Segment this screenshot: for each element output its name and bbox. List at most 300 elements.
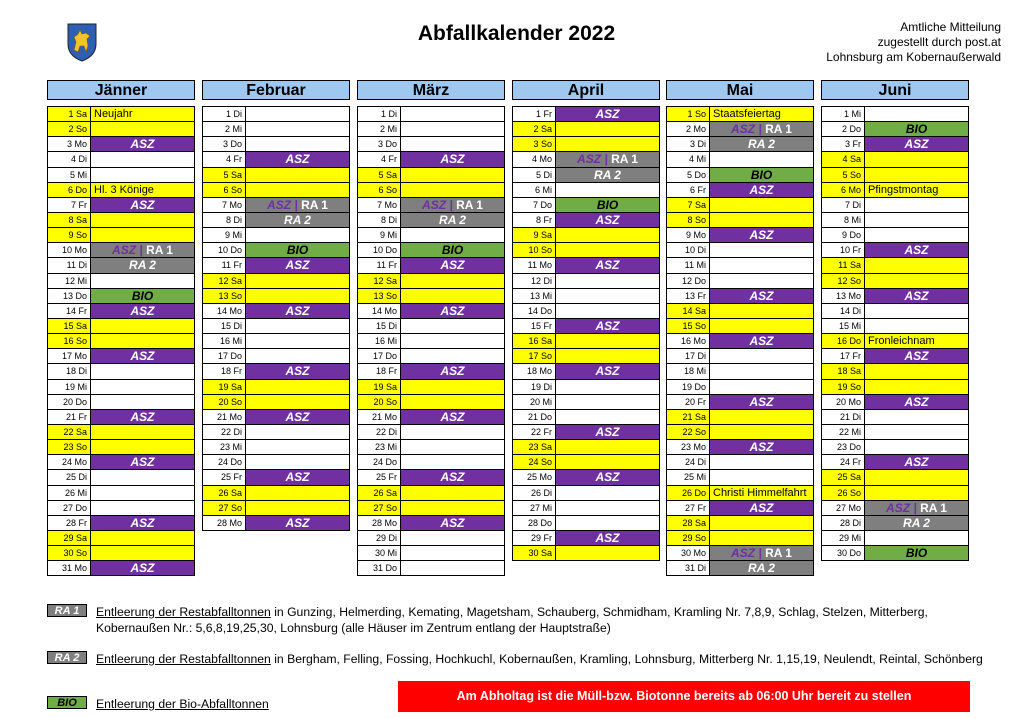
day-event-cell (710, 486, 813, 500)
day-label: 25 Sa (822, 470, 865, 484)
event-asz: ASZ (710, 395, 813, 409)
day-event-cell (710, 470, 813, 484)
day-label: 13 So (203, 289, 246, 303)
day-row (358, 364, 504, 379)
day-event-cell (865, 470, 968, 484)
day-list (202, 106, 350, 531)
page-title: Abfallkalender 2022 (417, 22, 616, 45)
day-event-cell (710, 319, 813, 333)
day-event-cell (865, 183, 968, 197)
day-event-cell (556, 107, 659, 121)
day-event-cell (865, 501, 968, 515)
day-label: 28 Di (822, 516, 865, 530)
legend-desc: in Gunzing, Helmerding, Kemating, Magetsham, Schauberg, Schmidham, Kramling Nr. 7,8,9, Schlag, Stelzen, Mitterberg, Kobernaußen Nr.: 5,6,8,19,25,30, Lohnsburg (alle Häuser im Zentrum entlang der Hauptstraße) (96, 605, 928, 635)
day-label: 9 Mo (667, 228, 710, 242)
event-asz: ASZ (246, 364, 349, 378)
day-row (822, 455, 968, 470)
day-event-cell (865, 319, 968, 333)
month-column (202, 80, 350, 531)
event-asz: ASZ (91, 198, 194, 212)
day-event-cell (556, 274, 659, 288)
day-row (667, 168, 813, 183)
day-row (513, 152, 659, 167)
day-label: 11 Mi (667, 258, 710, 272)
day-event-cell (710, 455, 813, 469)
day-event-cell (710, 410, 813, 424)
day-event-cell (91, 107, 194, 121)
event-asz: ASZ (556, 364, 659, 378)
day-label: 12 Di (513, 274, 556, 288)
day-row (203, 258, 349, 273)
day-label: 23 Do (822, 440, 865, 454)
day-event-cell (246, 334, 349, 348)
day-event-cell (246, 183, 349, 197)
day-row (822, 501, 968, 516)
day-event-cell (91, 531, 194, 545)
day-event-cell (556, 137, 659, 151)
day-label: 31 Di (667, 561, 710, 575)
day-label: 18 Sa (822, 364, 865, 378)
day-label: 15 So (667, 319, 710, 333)
event-asz: ASZ (710, 183, 813, 197)
day-row (667, 274, 813, 289)
event-asz: ASZ (401, 470, 504, 484)
day-row (358, 501, 504, 516)
day-row (667, 319, 813, 334)
event-part: ASZ | (267, 197, 302, 212)
day-event-cell (556, 349, 659, 363)
day-label: 3 Fr (822, 137, 865, 151)
event-asz: ASZ (865, 395, 968, 409)
day-event-cell (865, 289, 968, 303)
holiday-label: Hl. 3 Könige (94, 183, 154, 196)
day-row (667, 546, 813, 561)
day-label: 17 So (513, 349, 556, 363)
day-label: 5 Do (667, 168, 710, 182)
day-row (513, 486, 659, 501)
day-label: 27 Mi (513, 501, 556, 515)
event-ra: RA 2 (710, 137, 813, 151)
holiday-label: Fronleichnam (868, 335, 935, 348)
day-row (203, 410, 349, 425)
day-event-cell (865, 425, 968, 439)
day-event-cell (556, 168, 659, 182)
event-asz: ASZ (401, 516, 504, 530)
day-row (203, 274, 349, 289)
day-label: 8 Mi (822, 213, 865, 227)
day-label: 14 Mo (358, 304, 401, 318)
day-row (358, 304, 504, 319)
day-event-cell (401, 440, 504, 454)
legend-text (96, 651, 996, 667)
day-event-cell (91, 380, 194, 394)
day-label: 11 Fr (203, 258, 246, 272)
day-label: 7 Sa (667, 198, 710, 212)
day-event-cell (401, 198, 504, 212)
day-event-cell (246, 258, 349, 272)
day-label: 6 Mi (513, 183, 556, 197)
day-event-cell (401, 258, 504, 272)
day-row (513, 470, 659, 485)
day-row (513, 122, 659, 137)
day-label: 19 Di (513, 380, 556, 394)
day-event-cell (246, 122, 349, 136)
day-event-cell (246, 168, 349, 182)
day-event-cell (865, 334, 968, 348)
day-event-cell (246, 107, 349, 121)
day-label: 28 Do (513, 516, 556, 530)
day-row (203, 516, 349, 531)
day-row (358, 243, 504, 258)
day-event-cell (401, 137, 504, 151)
day-row (358, 380, 504, 395)
day-event-cell (710, 274, 813, 288)
day-label: 30 So (48, 546, 91, 560)
day-event-cell (246, 228, 349, 242)
day-event-cell (865, 364, 968, 378)
day-event-cell (401, 243, 504, 257)
day-label: 1 Di (358, 107, 401, 121)
day-label: 23 So (48, 440, 91, 454)
day-row (358, 516, 504, 531)
day-label: 20 Mo (822, 395, 865, 409)
day-event-cell (246, 243, 349, 257)
day-row (48, 425, 194, 440)
notice-line: zugestellt durch post.at (877, 35, 1001, 49)
day-row (358, 274, 504, 289)
day-event-cell (401, 213, 504, 227)
day-event-cell (556, 213, 659, 227)
day-label: 23 Mi (203, 440, 246, 454)
day-event-cell (865, 410, 968, 424)
month-column (821, 80, 969, 561)
day-event-cell (246, 470, 349, 484)
event-asz: ASZ (91, 304, 194, 318)
day-label: 18 Fr (358, 364, 401, 378)
day-event-cell (710, 349, 813, 363)
day-label: 20 Do (48, 395, 91, 409)
day-row (48, 258, 194, 273)
day-row (822, 198, 968, 213)
day-event-cell (710, 107, 813, 121)
day-event-cell (401, 168, 504, 182)
day-row (513, 274, 659, 289)
day-label: 9 Mi (203, 228, 246, 242)
day-row (203, 243, 349, 258)
day-row (667, 470, 813, 485)
day-event-cell (710, 152, 813, 166)
day-label: 24 Fr (822, 455, 865, 469)
day-row (667, 531, 813, 546)
day-event-cell (710, 289, 813, 303)
day-label: 5 Sa (358, 168, 401, 182)
day-event-cell (401, 152, 504, 166)
day-label: 14 Fr (48, 304, 91, 318)
day-label: 13 Mi (513, 289, 556, 303)
day-label: 28 Fr (48, 516, 91, 530)
day-row (48, 334, 194, 349)
day-row (822, 183, 968, 198)
day-label: 3 Di (667, 137, 710, 151)
day-row (358, 228, 504, 243)
day-row (822, 289, 968, 304)
day-row (667, 516, 813, 531)
day-row (667, 334, 813, 349)
day-row (822, 334, 968, 349)
day-event-cell (91, 364, 194, 378)
event-asz: ASZ (556, 258, 659, 272)
day-event-cell (556, 289, 659, 303)
day-label: 16 Mo (667, 334, 710, 348)
legend-tag: RA 1 (47, 604, 87, 617)
day-event-cell (401, 122, 504, 136)
day-row (822, 395, 968, 410)
event-ra: RA 2 (401, 213, 504, 227)
day-row (822, 425, 968, 440)
day-event-cell (556, 183, 659, 197)
event-part: ASZ | (731, 122, 766, 137)
day-event-cell (91, 213, 194, 227)
day-label: 4 Fr (203, 152, 246, 166)
day-event-cell (865, 304, 968, 318)
day-event-cell (865, 531, 968, 545)
day-row (667, 152, 813, 167)
day-label: 24 So (513, 455, 556, 469)
day-label: 30 Mi (358, 546, 401, 560)
day-event-cell (865, 349, 968, 363)
day-event-cell (91, 455, 194, 469)
day-row (358, 183, 504, 198)
day-label: 21 Sa (667, 410, 710, 424)
day-event-cell (401, 107, 504, 121)
event-ra: RA 2 (91, 258, 194, 272)
day-event-cell (401, 561, 504, 575)
day-row (667, 410, 813, 425)
day-row (667, 561, 813, 576)
day-row (822, 304, 968, 319)
month-header: Februar (202, 80, 350, 100)
day-row (48, 137, 194, 152)
day-row (822, 152, 968, 167)
day-row (203, 455, 349, 470)
day-row (48, 289, 194, 304)
day-row (822, 137, 968, 152)
legend-bio (47, 696, 396, 712)
day-event-cell (401, 380, 504, 394)
month-column (666, 80, 814, 576)
day-row (48, 455, 194, 470)
day-row (513, 516, 659, 531)
day-event-cell (91, 561, 194, 575)
day-row (513, 228, 659, 243)
day-label: 19 Sa (358, 380, 401, 394)
event-asz: ASZ (556, 531, 659, 545)
event-asz: ASZ (556, 425, 659, 439)
event-bio: BIO (865, 122, 968, 136)
day-row (513, 395, 659, 410)
day-event-cell (865, 213, 968, 227)
day-event-cell (865, 395, 968, 409)
event-asz-ra (865, 501, 968, 515)
day-label: 25 Fr (203, 470, 246, 484)
day-event-cell (91, 183, 194, 197)
day-event-cell (401, 501, 504, 515)
month-header: Juni (821, 80, 969, 100)
day-label: 16 Mi (203, 334, 246, 348)
day-row (513, 410, 659, 425)
day-label: 23 Sa (513, 440, 556, 454)
day-label: 27 Fr (667, 501, 710, 515)
day-label: 24 Mo (48, 455, 91, 469)
day-event-cell (246, 395, 349, 409)
event-part: RA 1 (301, 197, 328, 212)
day-row (667, 440, 813, 455)
event-bio: BIO (246, 243, 349, 257)
day-event-cell (556, 334, 659, 348)
day-label: 18 Fr (203, 364, 246, 378)
event-asz: ASZ (246, 516, 349, 530)
day-event-cell (401, 319, 504, 333)
day-row (203, 349, 349, 364)
day-row (48, 319, 194, 334)
day-label: 4 Mi (667, 152, 710, 166)
day-label: 5 Di (513, 168, 556, 182)
day-event-cell (710, 516, 813, 530)
day-row (822, 243, 968, 258)
day-label: 7 Di (822, 198, 865, 212)
day-row (822, 349, 968, 364)
month-column (47, 80, 195, 576)
event-asz: ASZ (246, 152, 349, 166)
legend-link: Entleerung der Bio-Abfalltonnen (96, 697, 269, 711)
holiday-label: Staatsfeiertag (713, 108, 781, 120)
day-event-cell (91, 289, 194, 303)
day-event-cell (91, 425, 194, 439)
event-asz: ASZ (710, 440, 813, 454)
day-label: 13 Do (48, 289, 91, 303)
day-event-cell (865, 440, 968, 454)
event-asz: ASZ (91, 455, 194, 469)
day-label: 1 Fr (513, 107, 556, 121)
day-row (358, 198, 504, 213)
day-list (821, 106, 969, 561)
notice-line: Amtliche Mitteilung (900, 20, 1001, 34)
day-event-cell (246, 440, 349, 454)
day-row (358, 122, 504, 137)
day-event-cell (91, 516, 194, 530)
event-ra: RA 2 (246, 213, 349, 227)
day-event-cell (401, 274, 504, 288)
day-label: 8 Di (203, 213, 246, 227)
day-event-cell (246, 289, 349, 303)
month-header: März (357, 80, 505, 100)
day-event-cell (556, 470, 659, 484)
day-label: 3 Do (358, 137, 401, 151)
day-label: 7 Mo (203, 198, 246, 212)
day-row (358, 561, 504, 576)
day-row (513, 198, 659, 213)
day-event-cell (710, 364, 813, 378)
event-asz: ASZ (556, 213, 659, 227)
day-row (513, 440, 659, 455)
day-label: 20 Fr (667, 395, 710, 409)
day-event-cell (91, 152, 194, 166)
day-row (822, 228, 968, 243)
day-event-cell (710, 440, 813, 454)
day-row (48, 122, 194, 137)
event-asz: ASZ (246, 410, 349, 424)
day-row (48, 410, 194, 425)
day-label: 19 So (822, 380, 865, 394)
day-row (513, 425, 659, 440)
day-row (203, 501, 349, 516)
event-part: RA 1 (765, 122, 792, 137)
day-label: 12 Do (667, 274, 710, 288)
day-label: 13 So (358, 289, 401, 303)
day-label: 29 Sa (48, 531, 91, 545)
day-row (822, 258, 968, 273)
day-event-cell (710, 334, 813, 348)
event-asz: ASZ (401, 410, 504, 424)
day-event-cell (91, 243, 194, 257)
day-event-cell (246, 198, 349, 212)
day-label: 14 Di (822, 304, 865, 318)
day-event-cell (865, 546, 968, 560)
day-row (203, 289, 349, 304)
day-label: 22 Di (203, 425, 246, 439)
day-label: 2 Do (822, 122, 865, 136)
day-row (358, 470, 504, 485)
day-label: 16 Mi (358, 334, 401, 348)
day-label: 14 Do (513, 304, 556, 318)
day-row (667, 380, 813, 395)
day-label: 18 Mi (667, 364, 710, 378)
holiday-label: Christi Himmelfahrt (713, 486, 807, 499)
day-event-cell (865, 228, 968, 242)
day-event-cell (556, 516, 659, 530)
day-event-cell (401, 183, 504, 197)
day-label: 19 Mi (48, 380, 91, 394)
day-label: 28 Sa (667, 516, 710, 530)
event-asz: ASZ (710, 228, 813, 242)
event-asz: ASZ (401, 152, 504, 166)
day-label: 31 Do (358, 561, 401, 575)
day-label: 30 Do (822, 546, 865, 560)
day-row (48, 546, 194, 561)
day-event-cell (710, 561, 813, 575)
day-event-cell (401, 364, 504, 378)
day-event-cell (91, 258, 194, 272)
event-asz: ASZ (865, 243, 968, 257)
day-event-cell (710, 395, 813, 409)
day-row (203, 425, 349, 440)
day-row (48, 183, 194, 198)
day-label: 13 Mo (822, 289, 865, 303)
day-label: 19 Sa (203, 380, 246, 394)
day-row (358, 213, 504, 228)
day-label: 5 So (822, 168, 865, 182)
day-row (203, 334, 349, 349)
day-event-cell (246, 274, 349, 288)
day-label: 27 Do (48, 501, 91, 515)
day-event-cell (710, 228, 813, 242)
day-label: 18 Mo (513, 364, 556, 378)
event-asz-ra (91, 243, 194, 257)
day-row (667, 486, 813, 501)
day-event-cell (246, 410, 349, 424)
day-event-cell (865, 243, 968, 257)
day-label: 2 Mi (203, 122, 246, 136)
